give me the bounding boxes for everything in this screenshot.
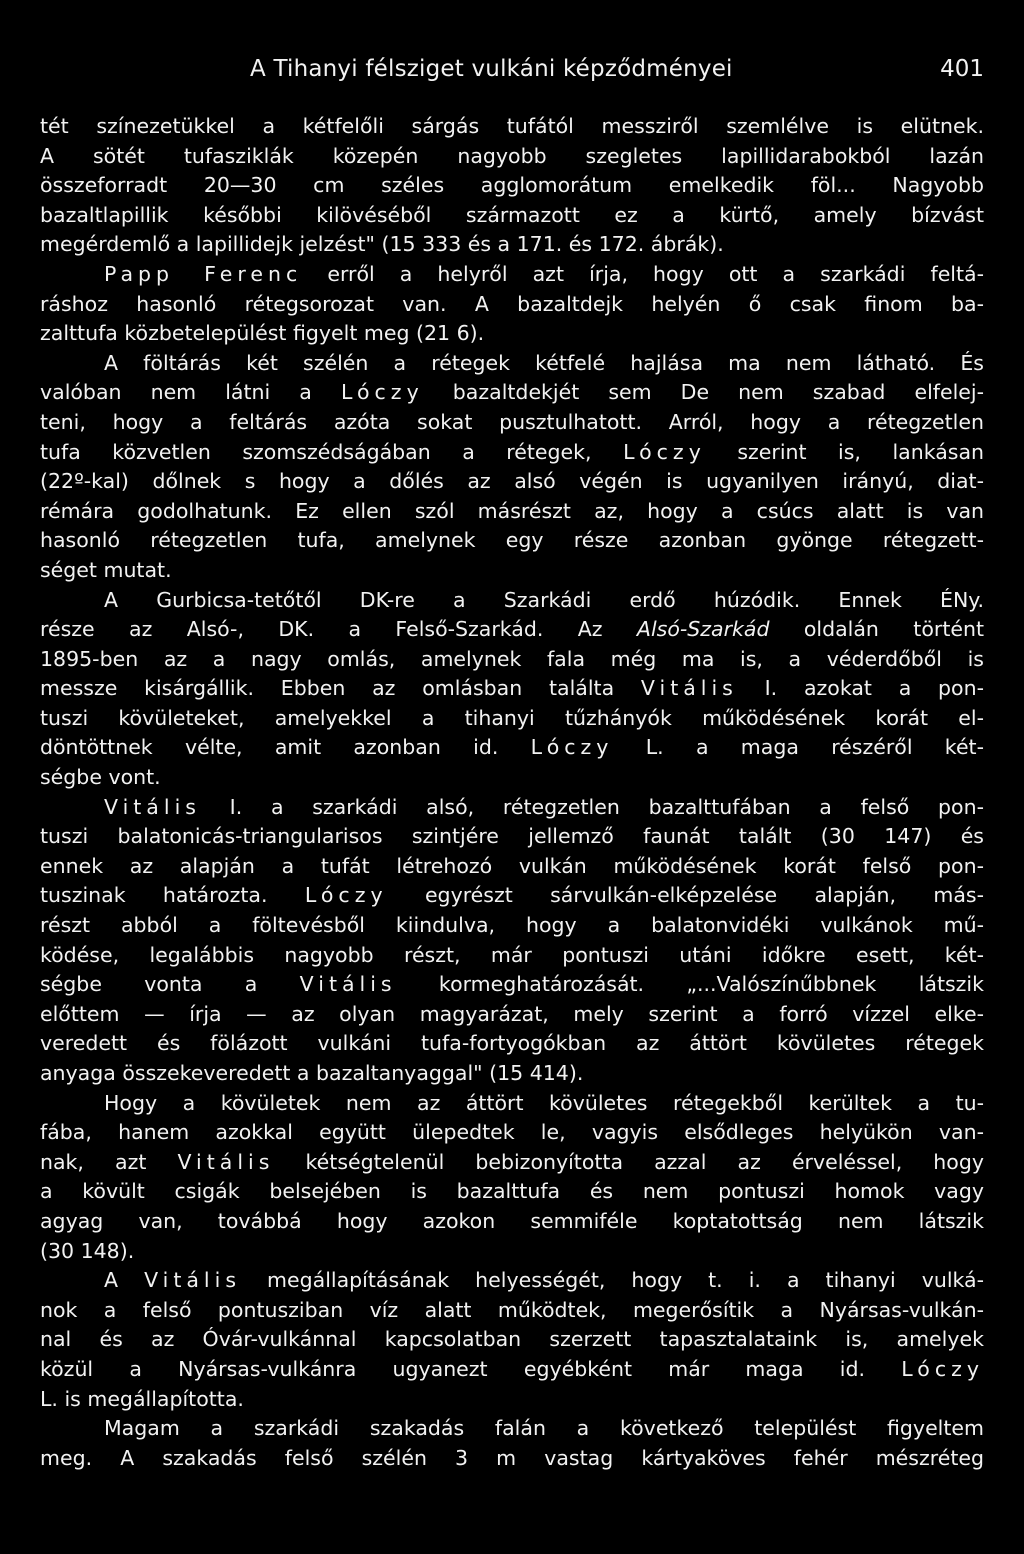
text-line: A Vitális megállapításának helyességét, hogy t. i. a tihanyi vulká- (104, 1268, 984, 1293)
text-line: rémára godolhatunk. Ez ellen szól másrészt az, hogy a csúcs alatt is van (40, 498, 984, 523)
text-line: séget mutat. (40, 557, 172, 582)
text-line: valóban nem látni a Lóczy bazaltdekjét sem De nem szabad elfelej- (40, 380, 984, 405)
text-line: megérdemlő a lapillidejk jelzést" (15 333 és a 171. és 172. ábrák). (40, 232, 724, 257)
text-line: tét színezetükkel a kétfelőli sárgás tufától messziről szemlélve is elütnek. (40, 114, 984, 138)
running-title: A Tihanyi félsziget vulkáni képződményei (250, 56, 733, 82)
text-line: összeforradt 20—30 cm széles agglomorátum emelkedik föl... Nagyobb (40, 173, 984, 198)
text-line: 1895-ben az a nagy omlás, amelynek fala még ma is, a véderdőből is (40, 646, 984, 671)
text-line: anyaga összekeveredett a bazaltanyaggal" (15 414). (40, 1061, 584, 1085)
text-line: nok a felső pontusziban víz alatt működtek, megerősítik a Nyársas-vulkán- (40, 1297, 984, 1322)
text-line: tuszinak határozta. Lóczy egyrészt sárvulkán-elképzelése alapján, más- (40, 883, 984, 908)
text-line: részt abból a föltevésből kiindulva, hogy a balatonvidéki vulkánok mű- (40, 913, 984, 938)
text-line: része az Alsó-, DK. a Felső-Szarkád. Az Alsó-Szarkád oldalán történt (40, 617, 984, 642)
text-line: a kövült csigák belsejében is bazalttufa és nem pontuszi homok vagy (40, 1179, 984, 1204)
text-line: ráshoz hasonló rétegsorozat van. A bazaltdejk helyén ő csak finom ba- (40, 291, 984, 316)
text-line: döntöttnek vélte, amit azonban id. Lóczy L. a maga részéről két- (40, 735, 984, 760)
text-line: Magam a szarkádi szakadás falán a következő települést figyeltem (104, 1416, 984, 1441)
text-line: (30 148). (40, 1238, 135, 1263)
text-line: veredett és fölázott vulkáni tufa-fortyogókban az áttört kövületes rétegek (40, 1031, 984, 1056)
text-line: ségbe vonta a Vitális kormeghatározását. „...Valószínűbbnek látszik (40, 972, 984, 997)
text-line: Hogy a kövületek nem az áttört kövületes rétegekből kerültek a tu- (104, 1090, 984, 1115)
text-line: meg. A szakadás felső szélén 3 m vastag kártyaköves fehér mészréteg (40, 1445, 984, 1470)
running-header (40, 52, 984, 88)
text-line: teni, hogy a feltárás azóta sokat pusztulhatott. Arról, hogy a rétegzetlen (40, 409, 984, 434)
text-line: messze kisárgállik. Ebben az omlásban találta Vitális I. azokat a pon- (40, 676, 984, 701)
text-line: nal és az Óvár-vulkánnal kapcsolatban szerzett tapasztalataink is, amelyek (40, 1327, 984, 1352)
text-line: (22º-kal) dőlnek s hogy a dőlés az alsó végén is ugyanilyen irányú, diat- (40, 469, 984, 494)
text-line: agyag van, továbbá hogy azokon semmiféle koptatottság nem látszik (40, 1208, 984, 1233)
page-number: 401 (940, 56, 984, 82)
text-line: Papp Ferenc erről a helyről azt írja, hogy ott a szarkádi feltá- (104, 261, 984, 286)
text-line: tuszi kövületeket, amelyekkel a tihanyi tűzhányók működésének korát el- (40, 705, 984, 730)
body-text (40, 112, 984, 1473)
text-line: előttem — írja — az olyan magyarázat, mely szerint a forró vízzel elke- (40, 1001, 984, 1026)
text-line: tuszi balatonicás-triangularisos szintjére jellemző faunát talált (30 147) és (40, 824, 984, 849)
text-line: A Gurbicsa-tetőtől DK-re a Szarkádi erdő húzódik. Ennek ÉNy. (104, 587, 984, 612)
text-line: L. is megállapította. (40, 1386, 244, 1411)
text-line: nak, azt Vitális kétségtelenül bebizonyította azzal az érveléssel, hogy (40, 1149, 984, 1174)
text-line: tufa közvetlen szomszédságában a rétegek, Lóczy szerint is, lankásan (40, 439, 984, 464)
text-line: ködése, legalábbis nagyobb részt, már pontuszi utáni időkre esett, két- (40, 942, 984, 967)
text-line: A sötét tufasziklák közepén nagyobb szegletes lapillidarabokból lazán (40, 143, 984, 168)
text-line: ségbe vont. (40, 765, 161, 790)
text-line: közül a Nyársas-vulkánra ugyanezt egyébként már maga id. Lóczy (40, 1356, 984, 1381)
text-line: Vitális I. a szarkádi alsó, rétegzetlen bazalttufában a felső pon- (104, 794, 984, 819)
text-line: fába, hanem azokkal együtt ülepedtek le, vagyis elsődleges helyükön van- (40, 1120, 984, 1145)
text-line: ennek az alapján a tufát létrehozó vulkán működésének korát felső pon- (40, 853, 984, 878)
text-line: A föltárás két szélén a rétegek kétfelé hajlása ma nem látható. És (104, 350, 984, 375)
text-line: hasonló rétegzetlen tufa, amelynek egy része azonban gyönge rétegzett- (40, 528, 984, 553)
text-line: bazaltlapillik későbbi kilövéséből származott ez a kürtő, amely bízvást (40, 202, 984, 227)
text-line: zalttufa közbetelepülést figyelt meg (21 6). (40, 321, 485, 346)
